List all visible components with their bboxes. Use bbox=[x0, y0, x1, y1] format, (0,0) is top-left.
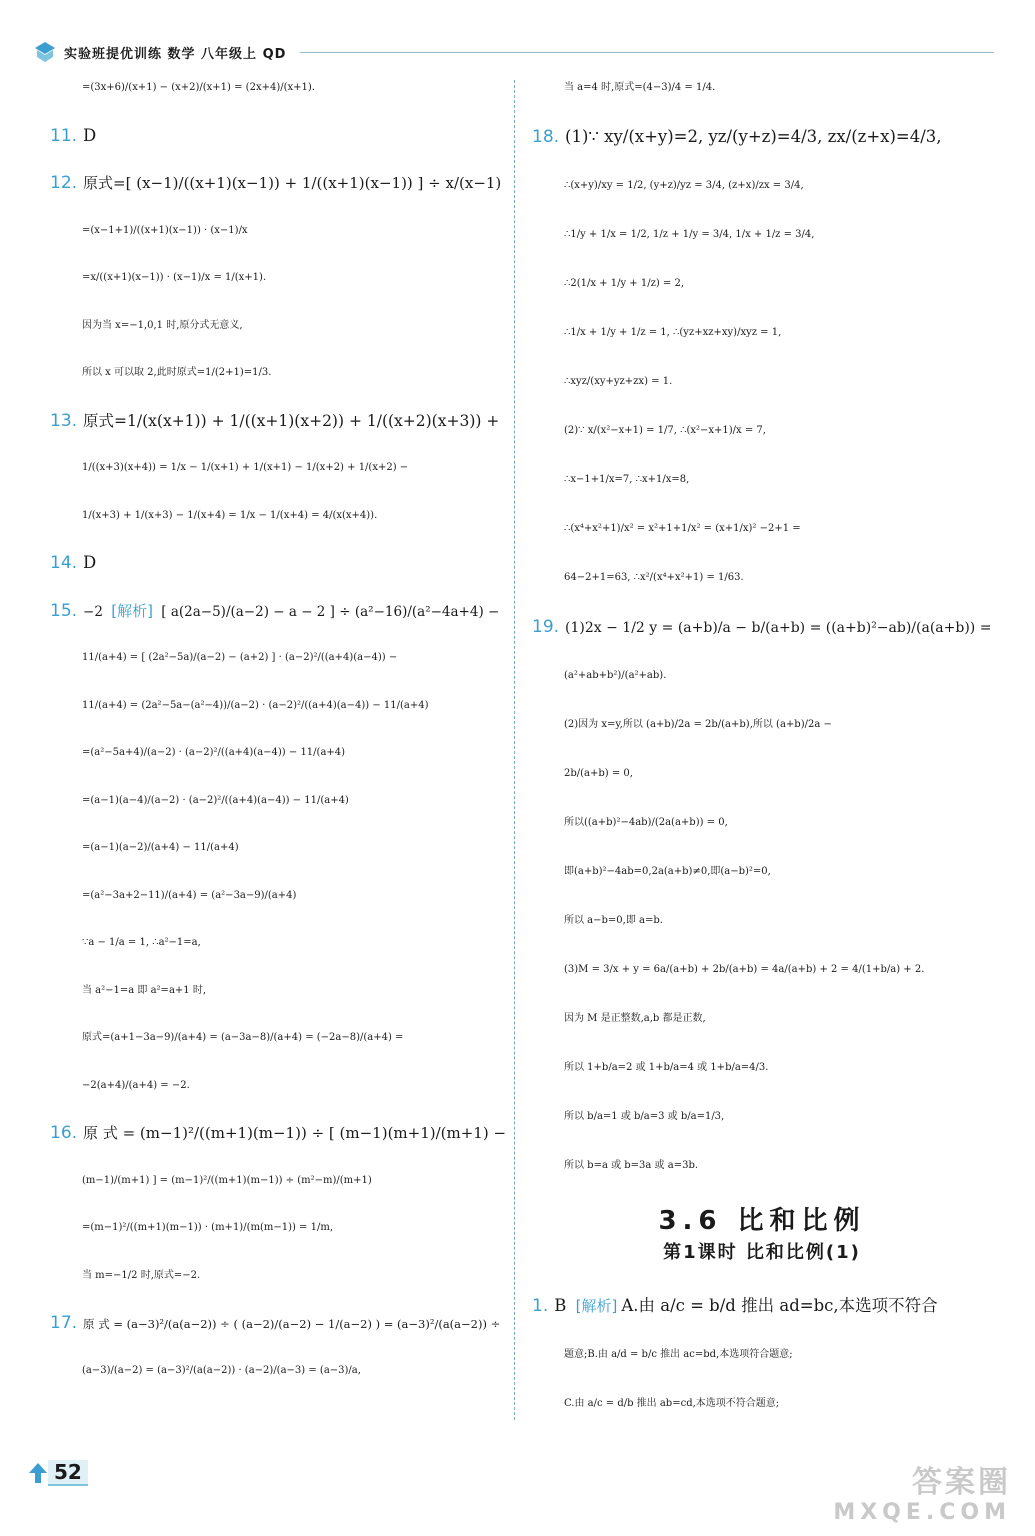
question-number: 15. bbox=[50, 600, 78, 621]
solution-line bbox=[532, 809, 992, 837]
solution-line bbox=[532, 221, 992, 249]
solution-line bbox=[532, 515, 992, 543]
book-logo-icon bbox=[34, 41, 56, 63]
question-number: 17. bbox=[50, 1313, 78, 1333]
solution-text: 11/(a+4) = [ (2a²−5a)/(a−2) − (a+2) ] · (a−2)²/((a+4)(a−4)) − bbox=[82, 652, 398, 663]
question-number: 19. bbox=[532, 617, 560, 637]
solution-line bbox=[50, 122, 510, 150]
solution-text: 因为当 x=−1,0,1 时,原分式无意义, bbox=[82, 319, 243, 331]
solution-text: =(a²−3a+2−11)/(a+4) = (a²−3a−9)/(a+4) bbox=[82, 889, 297, 901]
solution-text: 原式=[ (x−1)/((x+1)(x−1)) + 1/((x+1)(x−1)) ] ÷ x/(x−1) bbox=[83, 174, 502, 192]
solution-text: ∴2(1/x + 1/y + 1/z) = 2, bbox=[564, 278, 685, 289]
solution-text: −2 [解析] [ a(2a−5)/(a−2) − a − 2 ] ÷ (a²−16)/(a²−4a+4) − bbox=[83, 601, 500, 620]
solution-text: 即(a+b)²−4ab=0,2a(a+b)≠0,即(a−b)²=0, bbox=[564, 866, 771, 877]
solution-line bbox=[50, 1357, 510, 1385]
solution-line bbox=[532, 711, 992, 739]
solution-line bbox=[50, 977, 510, 1005]
solution-text: 当 m=−1/2 时,原式=−2. bbox=[82, 1269, 201, 1281]
question-number: 13. bbox=[50, 410, 78, 431]
solution-line bbox=[50, 1119, 510, 1147]
solution-text: =(x−1+1)/((x+1)(x−1)) · (x−1)/x bbox=[82, 224, 248, 236]
solution-line bbox=[532, 417, 992, 445]
solution-line bbox=[50, 692, 510, 720]
solution-line bbox=[50, 217, 510, 245]
solution-line bbox=[532, 1054, 992, 1082]
solution-line bbox=[532, 74, 992, 102]
solution-text: 所以 1+b/a=2 或 1+b/a=4 或 1+b/a=4/3. bbox=[564, 1062, 769, 1073]
solution-line bbox=[50, 834, 510, 862]
question-number: 18. bbox=[532, 127, 560, 147]
question-number: 12. bbox=[50, 173, 78, 193]
solution-text: (1)2x − 1/2 y = (a+b)/a − b/(a+b) = ((a+b)²−ab)/(a(a+b)) = bbox=[565, 620, 992, 636]
solution-line bbox=[532, 1005, 992, 1033]
solution-text: =(a²−5a+4)/(a−2) · (a−2)²/((a+4)(a−4)) − 11/(a+4) bbox=[82, 747, 346, 758]
solution-line bbox=[50, 74, 510, 102]
solution-text: D bbox=[83, 125, 97, 145]
solution-line bbox=[532, 1341, 992, 1369]
solution-line bbox=[50, 1024, 510, 1052]
question-number: 1. bbox=[532, 1296, 549, 1316]
solution-line bbox=[50, 454, 510, 482]
solution-text: 原 式 = (m−1)²/((m+1)(m−1)) ÷ [ (m−1)(m+1)/(m+1) − bbox=[83, 1124, 507, 1142]
solution-line bbox=[532, 270, 992, 298]
question-number: 14. bbox=[50, 553, 78, 573]
solution-line bbox=[532, 1390, 992, 1418]
solution-text: 所以 x 可以取 2,此时原式=1/(2+1)=1/3. bbox=[82, 367, 272, 378]
solution-line bbox=[50, 169, 510, 197]
solution-text: ∴x−1+1/x=7, ∴x+1/x=8, bbox=[564, 474, 690, 485]
watermark-url: MXQE.COM bbox=[833, 1500, 1011, 1525]
solution-text: 所以 b=a 或 b=3a 或 a=3b. bbox=[564, 1160, 699, 1171]
solution-text: 1/((x+3)(x+4)) = 1/x − 1/(x+1) + 1/(x+1) − 1/(x+2) + 1/(x+2) − bbox=[82, 462, 409, 473]
solution-text: =(a−1)(a−2)/(a+4) − 11/(a+4) bbox=[82, 842, 239, 853]
solution-line bbox=[50, 1214, 510, 1242]
solution-text: =(m−1)²/((m+1)(m−1)) · (m+1)/(m(m−1)) = 1/m, bbox=[82, 1222, 334, 1233]
solution-text: −2(a+4)/(a+4) = −2. bbox=[82, 1079, 190, 1091]
solution-line bbox=[50, 1072, 510, 1100]
solution-line bbox=[50, 597, 510, 625]
solution-text: 所以((a+b)²−4ab)/(2a(a+b)) = 0, bbox=[564, 817, 728, 828]
solution-text: (2)∵ x/(x²−x+1) = 1/7, ∴(x²−x+1)/x = 7, bbox=[564, 425, 766, 436]
solution-text: ∴(x+y)/xy = 1/2, (y+z)/yz = 3/4, (z+x)/zx = 3/4, bbox=[564, 180, 804, 191]
solution-text: 所以 b/a=1 或 b/a=3 或 b/a=1/3, bbox=[564, 1111, 725, 1122]
header-rule bbox=[300, 52, 994, 53]
solution-line bbox=[50, 787, 510, 815]
solution-text: (2)因为 x=y,所以 (a+b)/2a = 2b/(a+b),所以 (a+b)/2a − bbox=[564, 719, 832, 730]
solution-text: 2b/(a+b) = 0, bbox=[564, 768, 633, 779]
solution-text: 因为 M 是正整数,a,b 都是正数, bbox=[564, 1013, 706, 1024]
solution-line bbox=[532, 319, 992, 347]
solution-line bbox=[50, 1262, 510, 1290]
question-number: 11. bbox=[50, 125, 78, 146]
left-column bbox=[50, 74, 510, 1404]
solution-text: 64−2+1=63, ∴x²/(x⁴+x²+1) = 1/63. bbox=[564, 572, 744, 583]
solution-line bbox=[532, 907, 992, 935]
solution-text: (a²+ab+b²)/(a²+ab). bbox=[564, 670, 667, 681]
solution-text: C.由 a/c = d/b 推出 ab=cd,本选项不符合题意; bbox=[564, 1398, 780, 1409]
solution-line bbox=[532, 1152, 992, 1180]
solution-text: =x/((x+1)(x−1)) · (x−1)/x = 1/(x+1). bbox=[82, 272, 267, 283]
solution-text: 原 式 = (a−3)²/(a(a−2)) ÷ ( (a−2)/(a−2) − 1/(a−2) ) = (a−3)²/(a(a−2)) ÷ bbox=[83, 1317, 501, 1331]
solution-text: (a−3)/(a−2) = (a−3)²/(a(a−2)) · (a−2)/(a−3) = (a−3)/a, bbox=[82, 1364, 361, 1376]
solution-line bbox=[532, 1292, 992, 1320]
solution-text: 原式=(a+1−3a−9)/(a+4) = (a−3a−8)/(a+4) = (−2a−8)/(a+4) = bbox=[82, 1032, 404, 1043]
solution-line bbox=[532, 172, 992, 200]
column-divider bbox=[514, 80, 515, 1420]
solution-line bbox=[532, 760, 992, 788]
solution-text: 1/(x+3) + 1/(x+3) − 1/(x+4) = 1/x − 1/(x+4) = 4/(x(x+4)). bbox=[82, 509, 378, 521]
question-number: 16. bbox=[50, 1123, 78, 1143]
section-title: 3.6 比和比例 bbox=[658, 1206, 866, 1236]
solution-line bbox=[50, 1167, 510, 1195]
solution-text: (3)M = 3/x + y = 6a/(a+b) + 2b/(a+b) = 4a/(a+b) + 2 = 4/(1+b/a) + 2. bbox=[564, 964, 925, 975]
solution-line bbox=[50, 264, 510, 292]
solution-line bbox=[532, 613, 992, 641]
solution-text: 当 a=4 时,原式=(4−3)/4 = 1/4. bbox=[564, 82, 716, 93]
solution-text: 当 a²−1=a 即 a²=a+1 时, bbox=[82, 984, 206, 996]
solution-text: =(a−1)(a−4)/(a−2) · (a−2)²/((a+4)(a−4)) − 11/(a+4) bbox=[82, 794, 349, 806]
solution-line bbox=[50, 739, 510, 767]
solution-line bbox=[50, 502, 510, 530]
solution-text: ∴(x⁴+x²+1)/x² = x²+1+1/x² = (x+1/x)² −2+1 = bbox=[564, 523, 801, 534]
solution-text: D bbox=[83, 553, 97, 572]
watermark bbox=[833, 1465, 1011, 1528]
lesson-subtitle: 第1课时 比和比例(1) bbox=[663, 1242, 861, 1263]
page-number-text: 52 bbox=[48, 1460, 88, 1486]
solution-line bbox=[50, 1309, 510, 1337]
book-title: 实验班提优训练 数学 八年级上 QD bbox=[64, 46, 287, 62]
arrow-up-icon bbox=[28, 1462, 48, 1484]
analysis-tag: [解析] bbox=[575, 1297, 618, 1315]
solution-text: (m−1)/(m+1) ] = (m−1)²/((m+1)(m−1)) ÷ (m²−m)/(m+1) bbox=[82, 1174, 372, 1186]
solution-line bbox=[532, 564, 992, 592]
solution-text: 原式=1/(x(x+1)) + 1/((x+1)(x+2)) + 1/((x+2)(x+3)) + bbox=[83, 411, 500, 430]
solution-line bbox=[532, 123, 992, 151]
solution-text: 题意;B.由 a/d = b/c 推出 ac=bd,本选项符合题意; bbox=[564, 1349, 793, 1360]
page-header bbox=[34, 40, 994, 64]
solution-line bbox=[50, 407, 510, 435]
solution-text: ∴1/x + 1/y + 1/z = 1, ∴(yz+xz+xy)/xyz = 1, bbox=[564, 327, 782, 338]
solution-line bbox=[532, 368, 992, 396]
analysis-tag: [解析] bbox=[111, 601, 153, 620]
solution-line bbox=[50, 929, 510, 957]
page-number bbox=[28, 1460, 88, 1486]
solution-line bbox=[532, 466, 992, 494]
solution-line bbox=[50, 312, 510, 340]
solution-text: 11/(a+4) = (2a²−5a−(a²−4))/(a−2) · (a−2)²/((a+4)(a−4)) − 11/(a+4) bbox=[82, 699, 429, 711]
solution-line bbox=[532, 858, 992, 886]
solution-text: =(3x+6)/(x+1) − (x+2)/(x+1) = (2x+4)/(x+1). bbox=[82, 82, 315, 93]
solution-text: ∴xyz/(xy+yz+zx) = 1. bbox=[564, 376, 673, 387]
solution-line bbox=[532, 956, 992, 984]
solution-text: ∴1/y + 1/x = 1/2, 1/z + 1/y = 3/4, 1/x + 1/z = 3/4, bbox=[564, 229, 815, 240]
solution-text: B [解析] A.由 a/c = b/d 推出 ad=bc,本选项不符合 bbox=[554, 1296, 938, 1315]
watermark-logo-text: 答案圈 bbox=[912, 1465, 1011, 1500]
solution-line bbox=[50, 549, 510, 577]
solution-text: 所以 a−b=0,即 a=b. bbox=[564, 915, 663, 926]
solution-text: ∵a − 1/a = 1, ∴a²−1=a, bbox=[82, 937, 201, 948]
solution-line bbox=[532, 1103, 992, 1131]
solution-line bbox=[50, 359, 510, 387]
solution-line bbox=[50, 882, 510, 910]
solution-line bbox=[532, 662, 992, 690]
solution-line bbox=[50, 644, 510, 672]
solution-text: (1)∵ xy/(x+y)=2, yz/(y+z)=4/3, zx/(z+x)=4/3, bbox=[565, 127, 942, 146]
